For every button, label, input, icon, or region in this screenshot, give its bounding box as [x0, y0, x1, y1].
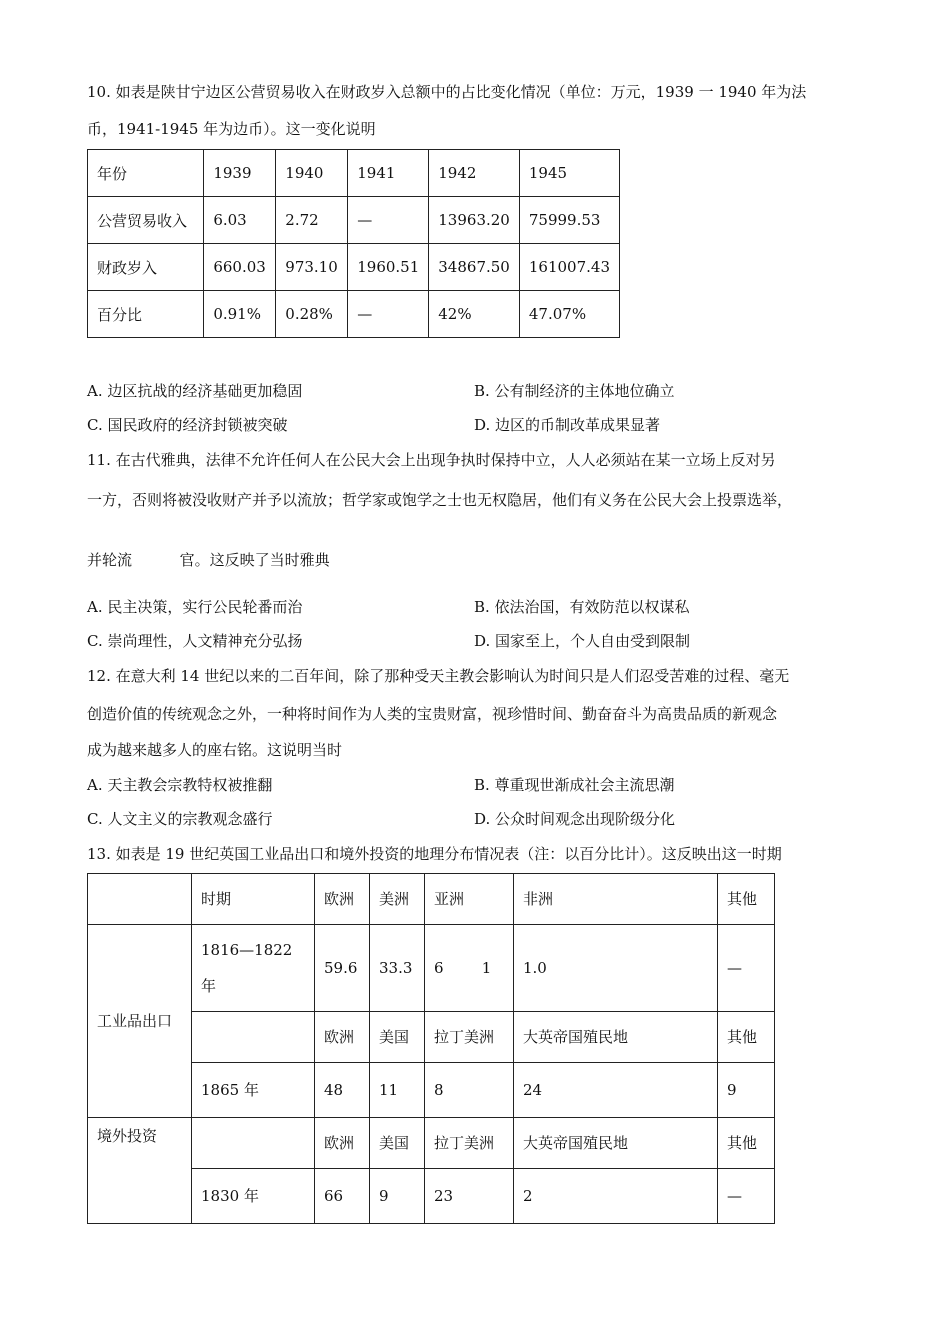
table-cell: 75999.53: [519, 197, 619, 244]
table-cell: 1.0: [514, 925, 718, 1012]
q12-option-b: B. 尊重现世渐成社会主流思潮: [474, 776, 675, 794]
table-cell: 大英帝国殖民地: [514, 1118, 718, 1169]
table-cell: 欧洲: [315, 1012, 370, 1063]
table-row: [88, 925, 775, 1012]
table-cell: 1830 年: [192, 1169, 315, 1224]
table-cell: 1816—1822 年: [192, 925, 315, 1012]
q12-option-d: D. 公众时间观念出现阶级分化: [474, 810, 676, 828]
table-cell: 美国: [370, 1012, 425, 1063]
q10-stem-line2: 币，1941-1945 年为边币）。这一变化说明: [87, 120, 376, 138]
table-cell: 欧洲: [315, 1118, 370, 1169]
table-row: [88, 1012, 775, 1063]
table-cell: 1941: [348, 150, 429, 197]
table-cell: 1945: [519, 150, 619, 197]
table-cell: 973.10: [276, 244, 348, 291]
table-cell: 48: [315, 1063, 370, 1118]
table-cell: 其他: [718, 1118, 775, 1169]
table-row: [88, 244, 620, 291]
table-cell: 66: [315, 1169, 370, 1224]
q10-option-b: B. 公有制经济的主体地位确立: [474, 382, 675, 400]
table-cell: 23: [425, 1169, 514, 1224]
q12-stem-line1: 12. 在意大利 14 世纪以来的二百年间，除了那种受天主教会影响认为时间只是人们忍受苦难的过程、毫无: [87, 667, 790, 685]
q12-option-a: A. 天主教会宗教特权被推翻: [87, 776, 273, 794]
table-cell: —: [718, 1169, 775, 1224]
table-row: [88, 874, 775, 925]
table-cell: 24: [514, 1063, 718, 1118]
q10-table: [87, 149, 620, 338]
table-cell: 美洲: [370, 874, 425, 925]
q11-option-b: B. 依法治国，有效防范以权谋私: [474, 598, 690, 616]
table-cell: 欧洲: [315, 874, 370, 925]
table-cell: 拉丁美洲: [425, 1012, 514, 1063]
table-cell: 大英帝国殖民地: [514, 1012, 718, 1063]
q13-stem-line1: 13. 如表是 19 世纪英国工业品出口和境外投资的地理分布情况表（注：以百分比计）。这反映出这一时期: [87, 845, 782, 863]
table-cell: 1865 年: [192, 1063, 315, 1118]
table-row: [88, 197, 620, 244]
q12-stem-line3: 成为越来越多人的座右铭。这说明当时: [87, 741, 343, 759]
q13-table: [87, 873, 775, 1224]
table-cell: 11: [370, 1063, 425, 1118]
table-cell: 8: [425, 1063, 514, 1118]
table-row: [88, 1169, 775, 1224]
q10-option-c: C. 国民政府的经济封锁被突破: [87, 416, 288, 434]
q10-option-a: A. 边区抗战的经济基础更加稳固: [87, 382, 303, 400]
table-cell: 公营贸易收入: [88, 197, 204, 244]
q11-stem-line2: 一方，否则将被没收财产并予以流放；哲学家或饱学之士也无权隐居，他们有义务在公民大会上投票选举，: [87, 491, 793, 509]
table-cell: 660.03: [204, 244, 276, 291]
table-cell-invest-label: 境外投资: [88, 1118, 192, 1224]
table-cell: 时期: [192, 874, 315, 925]
table-cell: 1942: [429, 150, 520, 197]
table-cell: 亚洲: [425, 874, 514, 925]
table-cell: 2.72: [276, 197, 348, 244]
table-cell: —: [348, 291, 429, 338]
table-row: [88, 1063, 775, 1118]
table-cell: —: [718, 925, 775, 1012]
q12-option-c: C. 人文主义的宗教观念盛行: [87, 810, 273, 828]
table-cell: 非洲: [514, 874, 718, 925]
table-cell: [88, 874, 192, 925]
table-cell: —: [348, 197, 429, 244]
table-cell: 161007.43: [519, 244, 619, 291]
table-cell: [192, 1118, 315, 1169]
q12-stem-line2: 创造价值的传统观念之外，一种将时间作为人类的宝贵财富，视珍惜时间、勤奋奋斗为高贵品质的新观念: [87, 705, 778, 723]
table-cell: 拉丁美洲: [425, 1118, 514, 1169]
table-row: [88, 1118, 775, 1169]
table-cell: 47.07%: [519, 291, 619, 338]
table-cell: 财政岁入: [88, 244, 204, 291]
table-cell: 6 1: [425, 925, 514, 1012]
table-cell: 9: [370, 1169, 425, 1224]
table-cell: 0.91%: [204, 291, 276, 338]
table-cell: 2: [514, 1169, 718, 1224]
table-cell: 33.3: [370, 925, 425, 1012]
table-cell: 1960.51: [348, 244, 429, 291]
table-cell: 34867.50: [429, 244, 520, 291]
table-cell: 其他: [718, 1012, 775, 1063]
table-cell: 9: [718, 1063, 775, 1118]
table-row: [88, 150, 620, 197]
table-cell-export-label: 工业品出口: [88, 925, 192, 1118]
q11-option-c: C. 崇尚理性，人文精神充分弘扬: [87, 632, 303, 650]
table-cell: 1939: [204, 150, 276, 197]
q11-option-d: D. 国家至上，个人自由受到限制: [474, 632, 691, 650]
q11-option-a: A. 民主决策，实行公民轮番而治: [87, 598, 303, 616]
table-cell: 年份: [88, 150, 204, 197]
table-cell: 美国: [370, 1118, 425, 1169]
q10-option-d: D. 边区的币制改革成果显著: [474, 416, 661, 434]
q10-stem-line1: 10. 如表是陕甘宁边区公营贸易收入在财政岁入总额中的占比变化情况（单位：万元，1939 一 1940 年为法: [87, 83, 807, 101]
table-cell: 其他: [718, 874, 775, 925]
q11-stem-line3: 并轮流 官。这反映了当时雅典: [87, 551, 330, 569]
table-cell: 13963.20: [429, 197, 520, 244]
table-cell: 59.6: [315, 925, 370, 1012]
table-cell: 0.28%: [276, 291, 348, 338]
q11-stem-line1: 11. 在古代雅典，法律不允许任何人在公民大会上出现争执时保持中立，人人必须站在某一立场上反对另: [87, 451, 776, 469]
table-cell: 1940: [276, 150, 348, 197]
table-cell: [192, 1012, 315, 1063]
table-row: [88, 291, 620, 338]
table-cell: 百分比: [88, 291, 204, 338]
table-cell: 42%: [429, 291, 520, 338]
table-cell: 6.03: [204, 197, 276, 244]
